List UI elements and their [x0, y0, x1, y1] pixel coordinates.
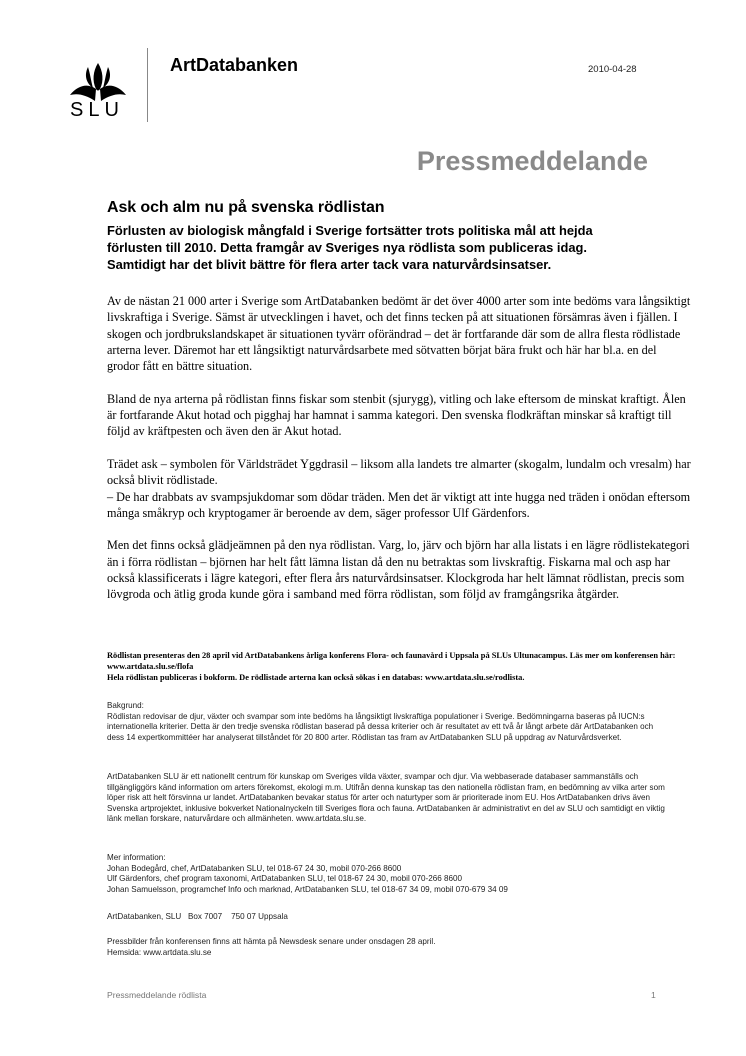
lead-paragraph: Förlusten av biologisk mångfald i Sverige fortsätter trots politiska mål att hejda förlusten till 2010. Detta framgår av Sveriges nya rödlista som publiceras idag. Samtidigt har det blivit bättre för flera arter tack vara naturvårdsinsatser.	[107, 223, 593, 272]
page-number: 1	[651, 990, 656, 1000]
body-paragraph: Av de nästan 21 000 arter i Sverige som ArtDatabanken bedömt är det över 4000 arter som inte bedöms vara långsiktigt livskraftiga i Sverige. Sämst är utvecklingen i havet, och det finns tecken på att situationen försämras även i fjällen. I skogen och jordbrukslandskapet är situationen tyvärr oförändrad – det är fortfarande där som de allra flesta rödlistade arterna lever. Däremot har ett långsiktigt naturvårdsarbete med sötvatten börjat bära frukt och här har bl.a. en del grodor fått en bättre situation.	[107, 294, 691, 374]
background-title: Bakgrund:	[107, 701, 144, 710]
conference-note-line: Rödlistan presenteras den 28 april vid ArtDatabankens årliga konferens Flora- och faunavård i Uppsala på SLUs Ultunacampus. Läs mer om konferensen här: www.artdata.slu.se/flofa	[107, 651, 676, 671]
contacts-section	[107, 853, 667, 895]
background-section	[107, 701, 667, 743]
body-paragraph: Trädet ask – symbolen för Världsträdet Yggdrasil – liksom alla landets tre almarter (skogalm, lundalm och vresalm) har också blivit rödlistade.	[107, 456, 691, 488]
conference-note	[107, 650, 697, 683]
background-text: Rödlistan redovisar de djur, växter och svampar som inte bedöms ha långsiktigt livskraftiga populationer i Sverige. Bedömningarna baseras på IUCN:s internationella kriterier. Detta är den tredje svenska rödlistan baserad på dessa kriterier och är resultatet av ett två år långt arbete där ArtDatabanken och dess 14 expertkommittéer har analyserat tillståndet för 20 800 arter. Rödlistan tas fram av ArtDatabanken SLU på uppdrag av Naturvårdsverket.	[107, 711, 654, 742]
body-paragraph: Bland de nya arterna på rödlistan finns fiskar som stenbit (sjurygg), vitling och lake eftersom de minskat kraftigt. Ålen är fortfarande Akut hotad och pigghaj har hamnat i samma kategori. Den svenska flodkräftan minskar så kraftigt till följd av kräftpesten och även den är Akut hotad.	[107, 391, 686, 439]
header-divider	[147, 48, 148, 122]
conference-note-line: Hela rödlistan publiceras i bokform. De rödlistade arterna kan också sökas i en databas: www.artdata.slu.se/rodlista.	[107, 673, 525, 682]
release-date: 2010-04-28	[588, 64, 637, 75]
document-type-heading: Pressmeddelande	[416, 146, 648, 176]
press-images-line: Pressbilder från konferensen finns att hämta på Newsdesk senare under onsdagen 28 april.	[107, 937, 436, 946]
organization-name: ArtDatabanken	[170, 55, 299, 75]
postal-address: ArtDatabanken, SLU Box 7007 750 07 Uppsala	[107, 912, 288, 921]
contact-line: Johan Samuelsson, programchef Info och marknad, ArtDatabanken SLU, tel 018-67 34 09, mobil 070-679 34 09	[107, 884, 508, 894]
contact-line: Ulf Gärdenfors, chef program taxonomi, ArtDatabanken SLU, tel 018-67 24 30, mobil 070-266 8600	[107, 874, 462, 884]
body-text	[107, 293, 692, 619]
footer-label: Pressmeddelande rödlista	[107, 990, 207, 1000]
contacts-title: Mer information:	[107, 853, 166, 862]
quote-paragraph: – De har drabbats av svampsjukdomar som dödar träden. Men det är viktigt att inte hugga ned träden i onödan eftersom många småkryp och kryptogamer är beroende av dem, säger professor Ulf Gärdenfors.	[107, 489, 691, 520]
press-images-section	[107, 937, 667, 958]
contact-line: Johan Bodegård, chef, ArtDatabanken SLU, tel 018-67 24 30, mobil 070-266 8600	[107, 863, 402, 873]
slu-logo-text: SLU	[70, 99, 124, 121]
homepage-line: Hemsida: www.artdata.slu.se	[107, 947, 212, 957]
body-paragraph: Men det finns också glädjeämnen på den nya rödlistan. Varg, lo, järv och björn har alla listats i en lägre rödlistekategori än i förra rödlistan – björnen har helt fått lämna listan då den nu betraktas som livskraftig. Fiskarna mal och asp har också klassificerats i lägre kategori, efter flera års naturvårdsinsatser. Klockgroda har helt lämnat rödlistan, precis som lövgroda och ätlig groda kunde göra i samband med förra rödlistan, som följd av framgångsrika åtgärder.	[107, 538, 690, 602]
about-section: ArtDatabanken SLU är ett nationellt centrum för kunskap om Sveriges vilda växter, svampar och djur. Via webbaserade databaser sammanställs och tillgängliggörs känd information om arters förekomst, ekologi m.m. Utifrån denna kunskap tas den nationella rödlistan fram, en bedömning av vilka arter som löper risk att helt försvinna ur landet. ArtDatabanken bevakar status för arter och naturtyper som är prioriterade inom EU. Hos ArtDatabanken drivs även Svenska artprojektet, inklusive bokverket Nationalnyckeln till Sveriges flora och fauna. ArtDatabanken är administrativt en del av SLU och samtidigt en viktig länk mellan forskare, naturvårdare och allmänheten. www.artdata.slu.se.	[107, 772, 665, 824]
headline: Ask och alm nu på svenska rödlistan	[107, 199, 385, 216]
